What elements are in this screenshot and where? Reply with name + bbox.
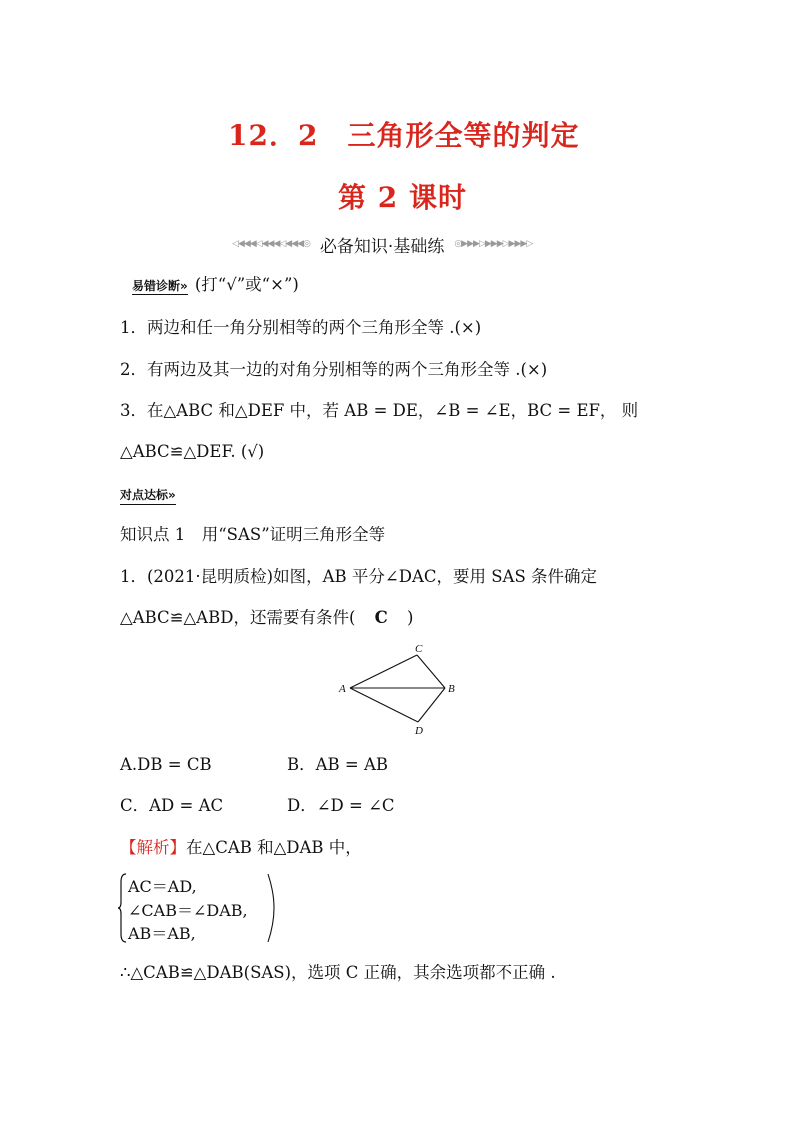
error-diagnosis-label: 易错诊断»: [132, 279, 188, 293]
vertex-label-c: C: [415, 643, 423, 655]
statement-1: 1．两边和任一角分别相等的两个三角形全等 .(×): [120, 318, 482, 337]
segment-cb: [417, 655, 445, 688]
question-1-close-paren: ): [407, 608, 414, 627]
equation-system: [118, 872, 278, 944]
equation-line-3: AB＝AB,: [128, 924, 196, 943]
banner-left-decoration: ◁◀◀◀◁◀◀◀◁◀◀◀◎: [232, 239, 310, 249]
left-brace: [118, 872, 128, 944]
statement-2: 2．有两边及其一边的对角分别相等的两个三角形全等 .(×): [120, 360, 548, 379]
page-subtitle: 第 2 课时: [338, 181, 467, 214]
question-1-answer: C: [374, 608, 388, 627]
error-diagnosis-note: (打“√”或“×”): [194, 275, 299, 294]
option-c: C．AD = AC: [120, 796, 224, 815]
section-banner-label: 必备知识·基础练: [319, 236, 445, 257]
banner-right-decoration: ◎▶▶▶▷▶▶▶▷▶▶▶▷: [454, 239, 533, 249]
segment-ac: [350, 655, 417, 688]
targeted-practice-label: 对点达标»: [120, 486, 176, 505]
analysis-tag: 【解析】: [120, 838, 186, 857]
option-b: B．AB = AB: [287, 755, 389, 774]
right-paren: [266, 872, 276, 944]
option-a: A.DB = CB: [120, 755, 212, 774]
analysis-conclusion: ∴△CAB≌△DAB(SAS)，选项 C 正确，其余选项都不正确 .: [120, 963, 556, 982]
equation-line-2: ∠CAB＝∠DAB,: [128, 901, 248, 920]
question-1-stem: △ABC≌△ABD，还需要有条件(: [120, 608, 356, 627]
triangle-figure: [330, 640, 470, 740]
section-banner: [232, 233, 532, 255]
analysis-intro-text: 在△CAB 和△DAB 中，: [186, 838, 362, 857]
question-1-line-1: 1．(2021·昆明质检)如图，AB 平分∠DAC，要用 SAS 条件确定: [120, 567, 598, 586]
vertex-label-a: A: [339, 683, 346, 695]
segment-ad: [350, 688, 418, 722]
knowledge-point-1: 知识点 1 用“SAS”证明三角形全等: [120, 525, 386, 544]
page-title: 12．2 三角形全等的判定: [228, 119, 580, 152]
error-diagnosis-heading: [132, 275, 299, 295]
vertex-label-d: D: [415, 725, 423, 737]
statement-3-continued: △ABC≌△DEF. (√): [120, 442, 265, 461]
statement-3: 3．在△ABC 和△DEF 中，若 AB = DE，∠B = ∠E，BC = EF， 则: [120, 401, 639, 420]
analysis-intro: [120, 838, 362, 858]
vertex-label-b: B: [448, 683, 455, 695]
option-d: D．∠D = ∠C: [287, 796, 395, 815]
equation-line-1: AC＝AD,: [128, 877, 197, 896]
question-1-line-2: [120, 608, 413, 628]
segment-db: [418, 688, 445, 722]
